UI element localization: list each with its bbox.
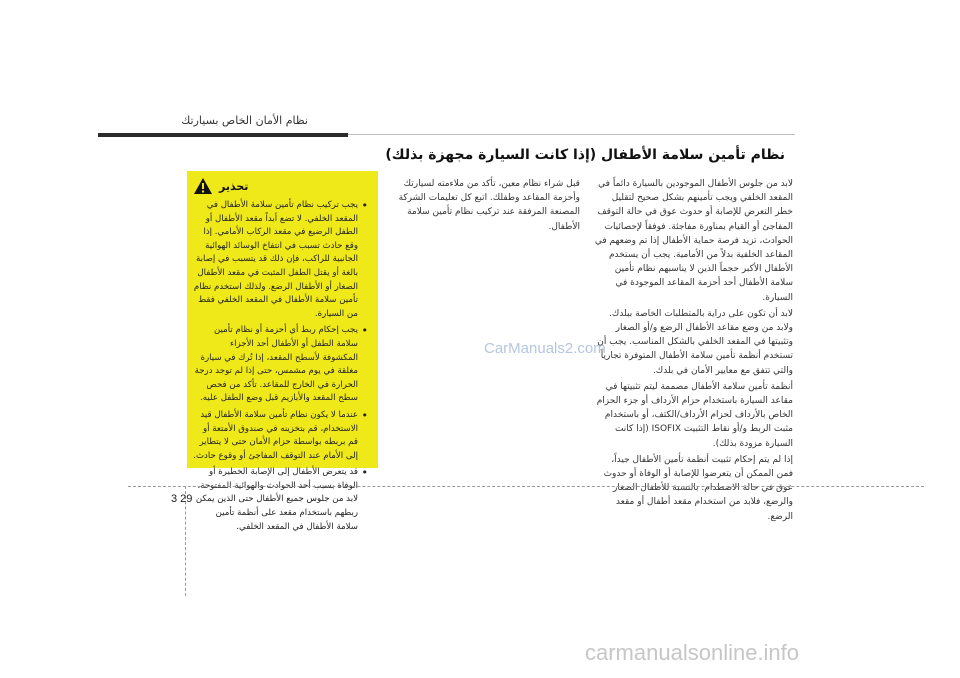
section-header: نظام الأمان الخاص بسيارتك — [181, 114, 308, 127]
warning-item: • عندما لا يكون نظام تأمين سلامة الأطفال قيد الاستخدام، قم بتخزينه في صندوق الأمتعة أو قم بربطه بواسطة حزام الأمان حتى لا يتطاير إلى الأمام عند التوقف المفاجئ أو وقوع حادث. — [193, 409, 358, 463]
warning-list — [193, 199, 370, 534]
warning-triangle-icon — [193, 177, 213, 195]
watermark-carmanualsonline: carmanualsonline.info — [585, 640, 800, 665]
watermark-carmanuals2: CarManuals2.com — [484, 340, 606, 357]
paragraph: إذا لم يتم إحكام تثبيت أنظمة تأمين الأطفال جيداً، فمن الممكن أن يتعرضوا للإصابة أو الوفاة أو حدوث عوق في حالة الاصطدام. بالنسبة للأطفال الصغار والرضع، فلابد من استخدام مقعد أطفال أو مقعد الرضع. — [603, 454, 793, 522]
footer-divider — [128, 486, 924, 487]
header-bar — [98, 133, 348, 137]
paragraph: لابد من جلوس الأطفال الموجودين بالسيارة دائماً في المقعد الخلفي ويجب تأمينهم بشكل صحيح لتقليل خطر التعرض للإصابة أو حدوث عوق في حالة التوقف المفاجئ أو القيام بمناورة مفاجئة. فوفقاً لإحصائيات الحوادث، تزيد فرصة حماية الأطفال إذا تم وضعهم في المقاعد الخلفية بدلاً من الأمامية. يجب أن يستخدم الأطفال الأكبر حجماً الذين لا يناسبهم نظام تأمين سلامة الأطفال أحد أحزمة المقاعد الموجودة في السيارة. — [594, 179, 793, 303]
paragraph: أنظمة تأمين سلامة الأطفال مصممة ليتم تثبيتها في مقاعد السيارة باستخدام حزام الأرداف أو جزء الحزام الخاص بالأرداف لحزام الأرداف/الكتف، أو باستخدام مثبت الربط و/أو نقاط التثبيت ISOFIX (إذا كانت السيارة مزودة بذلك). — [596, 381, 793, 449]
warning-item: • يجب تركيب نظام تأمين سلامة الأطفال في المقعد الخلفي. لا تضع أبداً مقعد الأطفال أو الطفل الرضيع في مقعد الركاب الأمامي. إذا وقع حادث تسبب في انتفاخ الوسائد الهوائية الجانبية للراكب، فإن ذلك قد يتسبب في إصابة بالغة أو يقتل الطفل المثبت في مقعد الأطفال الصغار أو الأطفال الرضع. ولذلك استخدم نظام تأمين سلامة الأطفال في المقعد الخلفي فقط من السيارة. — [193, 199, 358, 321]
page-number: 3 29 — [171, 493, 193, 505]
body-column-right — [593, 177, 793, 526]
body-column-middle — [380, 177, 580, 236]
warning-box — [187, 171, 378, 532]
header-rule — [348, 134, 795, 135]
warning-item: • قد يتعرض الأطفال إلى الإصابة الخطيرة أو الوفاة بسبب أحد الحوادث والهوائية المفتوحة. لابد من جلوس جميع الأطفال حتى الذين يمكن ربطهم باستخدام مقعد على أنظمة تأمين سلامة الأطفال في المقعد الخلفي. — [193, 466, 358, 534]
section-title: نظام تأمين سلامة الأطفال (إذا كانت السيارة مجهزة بذلك) — [385, 147, 785, 163]
warning-title: تحذير — [219, 179, 249, 193]
warning-header — [193, 177, 370, 195]
paragraph: لابد أن تكون على دراية بالمتطلبات الخاصة ببلدك. ولابد من وضع مقاعد الأطفال الرضع و/أو الصغار وتثبيتها في المقعد الخلفي بالشكل المناسب. يجب أن تستخدم أنظمة تأمين سلامة الأطفال المتوفرة تجارياً والتي تتفق مع معايير الأمان في بلدك. — [597, 308, 793, 376]
warning-item: • يجب إحكام ربط أي أحزمة أو نظام تأمين سلامة الطفل أو الأطفال أحد الأجزاء المكشوفة لأسطح المقعد، إذا تُرك في سيارة مغلقة في يوم مشمس، حتى إذا لم توجد درجة الحرارة في الخارج للمقاعد. تأكد من فحص سطح المقعد والأبازيم قبل وضع الطفل عليه. — [193, 324, 358, 406]
paragraph: قبل شراء نظام معين، تأكد من ملاءمته لسيارتك وأحزمة المقاعد وطفلك. اتبع كل تعليمات الشركة المصنعة المرفقة عند تركيب نظام تأمين سلامة الأطفال. — [398, 179, 580, 232]
